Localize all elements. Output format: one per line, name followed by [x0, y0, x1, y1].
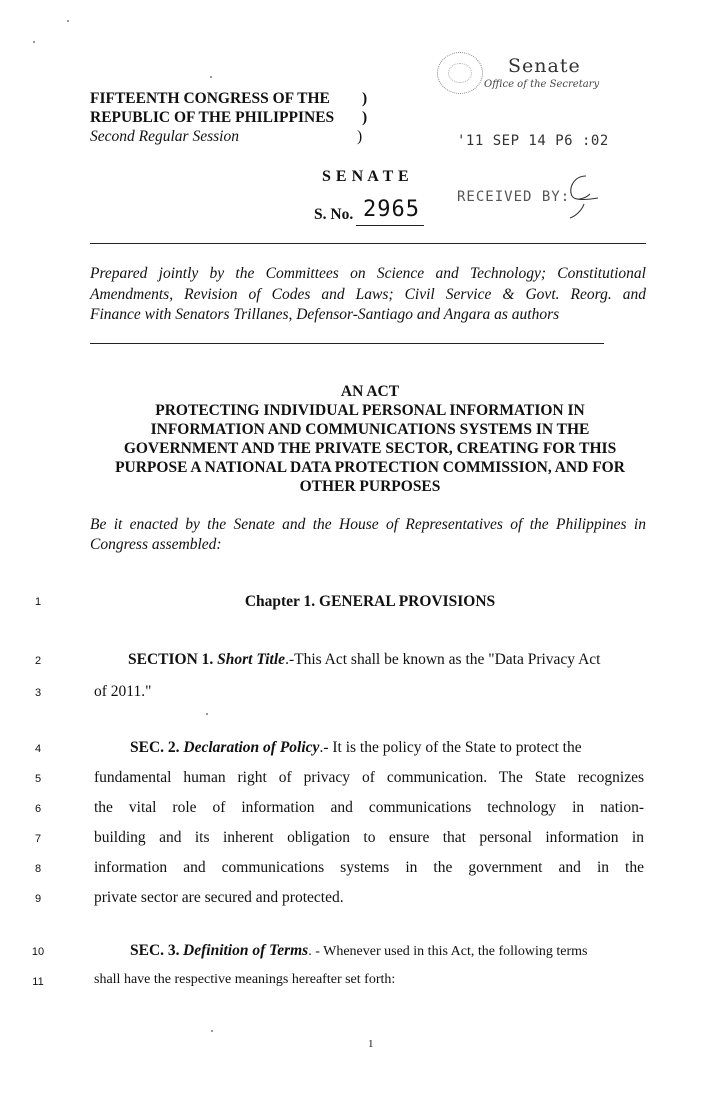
section-3-label: SEC. 3.	[130, 942, 180, 959]
bill-number: 2965	[363, 197, 420, 222]
body-line-5: fundamental human right of privacy of communication. The State recognizes	[94, 769, 644, 786]
section-2-title: Declaration of Policy	[183, 739, 320, 756]
enacting-clause	[90, 515, 646, 555]
body-line-3: of 2011."	[94, 683, 152, 700]
section-1-label: SECTION 1.	[128, 651, 214, 668]
section-3-text: . - Whenever used in this Act, the following terms	[308, 944, 588, 959]
page-number: 1	[368, 1038, 374, 1050]
line-number: 9	[34, 893, 42, 905]
prepared-line-3: Finance with Senators Trillanes, Defensor-Santiago and Angara as authors	[90, 306, 560, 323]
bill-number-underline	[356, 225, 424, 226]
act-title-line-2: PROTECTING INDIVIDUAL PERSONAL INFORMATION IN	[155, 402, 585, 419]
body-line-6: the vital role of information and communications technology in nation-	[94, 799, 644, 816]
line-number: 4	[34, 743, 42, 755]
line-number: 11	[32, 976, 44, 988]
section-1-title: Short Title	[217, 651, 286, 668]
line-number: 5	[34, 773, 42, 785]
section-3-title: Definition of Terms	[183, 942, 309, 959]
prepared-divider	[90, 343, 604, 344]
prepared-line-1: Prepared jointly by the Committees on Science and Technology; Constitutional	[90, 265, 646, 282]
line-number: 6	[34, 803, 42, 815]
prepared-line-2: Amendments, Revision of Codes and Laws; Civil Service & Govt. Reorg. and	[90, 285, 646, 303]
section-2-line	[130, 739, 644, 757]
bill-number-label: S. No.	[314, 206, 354, 223]
section-2-text: .- It is the policy of the State to protect the	[319, 739, 582, 756]
body-line-8: information and communications systems in the government and in the	[94, 859, 644, 876]
act-title-line-6: OTHER PURPOSES	[299, 478, 441, 495]
chapter-heading: Chapter 1. GENERAL PROVISIONS	[244, 593, 496, 610]
scan-speck	[210, 76, 212, 78]
line-number: 8	[34, 863, 42, 875]
act-title-line-3: INFORMATION AND COMMUNICATIONS SYSTEMS IN THE	[150, 421, 590, 438]
header-divider	[90, 243, 646, 244]
congress-paren-1: )	[362, 90, 368, 107]
enacting-line-1: Be it enacted by the Senate and the House of Representatives of the Philippines in	[90, 516, 646, 533]
body-line-11: shall have the respective meanings hereafter set forth:	[94, 972, 396, 987]
scan-speck	[211, 1030, 213, 1032]
congress-line-1: FIFTEENTH CONGRESS OF THE	[90, 90, 330, 107]
stamp-title: Senate	[508, 55, 581, 77]
chamber-label: S E N A T E	[322, 168, 410, 185]
stamp-date: '11 SEP 14 P6 :02	[457, 133, 609, 149]
enacting-line-2: Congress assembled:	[90, 536, 222, 553]
act-title-line-4: GOVERNMENT AND THE PRIVATE SECTOR, CREATING FOR THIS	[123, 440, 617, 457]
line-number: 7	[34, 833, 42, 845]
stamp-subtitle: Office of the Secretary	[484, 79, 600, 90]
session-label: Second Regular Session	[90, 128, 239, 145]
senate-seal-icon	[437, 52, 483, 94]
act-title-line-1: AN ACT	[340, 383, 400, 400]
session-paren: )	[357, 128, 363, 145]
scan-speck	[206, 713, 208, 715]
section-1-text: .-This Act shall be known as the "Data Privacy Act	[285, 651, 601, 668]
scan-speck	[33, 41, 35, 43]
line-number: 3	[34, 687, 42, 699]
line-number: 10	[31, 946, 45, 958]
act-title-line-5: PURPOSE A NATIONAL DATA PROTECTION COMMISSION, AND FOR	[115, 459, 625, 476]
line-number: 2	[34, 655, 42, 667]
prepared-by-paragraph	[90, 264, 646, 326]
body-line-7: building and its inherent obligation to ensure that personal information in	[94, 829, 644, 846]
body-line-9: private sector are secured and protected.	[94, 889, 344, 906]
stamp-received: RECEIVED BY:	[457, 189, 571, 205]
congress-line-2: REPUBLIC OF THE PHILIPPINES	[90, 109, 335, 126]
section-1-line	[128, 651, 678, 669]
section-2-label: SEC. 2.	[130, 739, 180, 756]
signature-icon	[556, 170, 602, 220]
section-3-line	[130, 942, 644, 960]
congress-paren-2: )	[362, 109, 368, 126]
line-number: 1	[34, 596, 42, 608]
scan-speck	[67, 20, 69, 22]
